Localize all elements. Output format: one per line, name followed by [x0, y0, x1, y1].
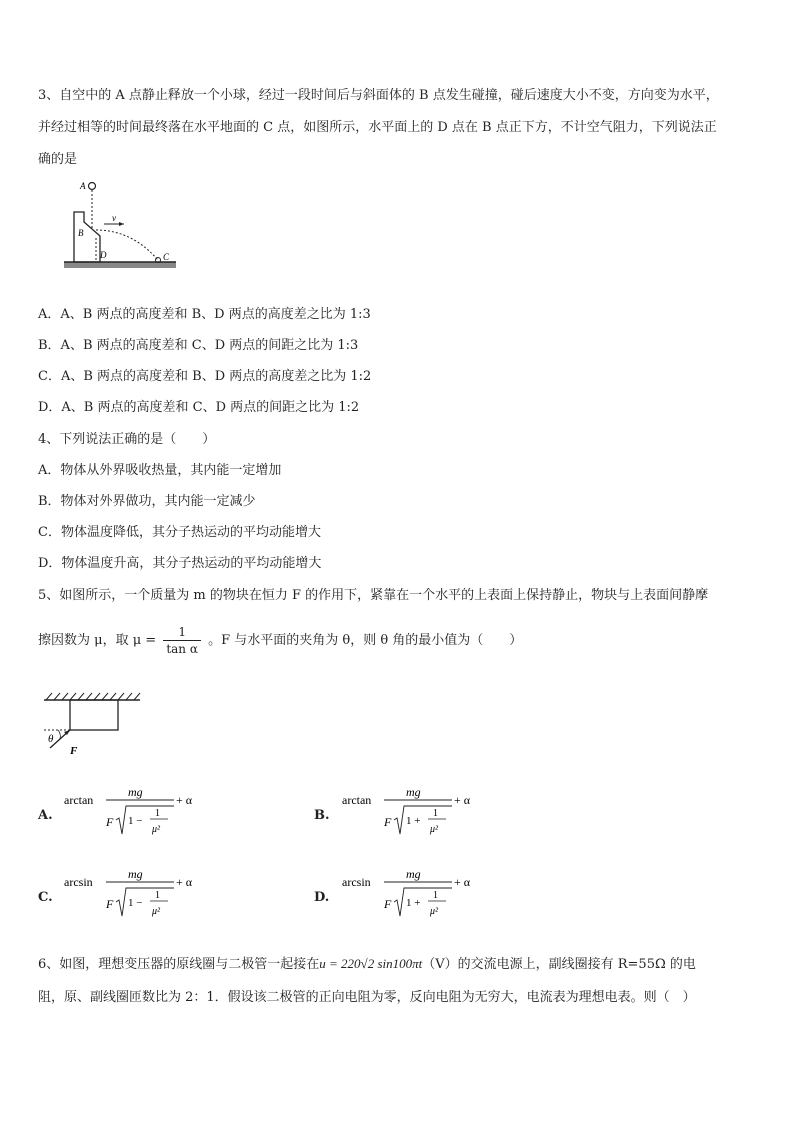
- mu-frac-den: tan α: [166, 642, 198, 656]
- q5-option-a-formula: [62, 782, 212, 840]
- q3-option-c: C．A、B 两点的高度差和 B、D 两点的高度差之比为 1:2: [38, 369, 372, 384]
- root-den-text: μ²: [152, 906, 161, 917]
- den-f-text: F: [106, 897, 114, 911]
- q5-stem-line2-a: 擦因数为 μ，取 μ =: [38, 633, 157, 648]
- tail-text: + α: [454, 875, 471, 889]
- tail-text: + α: [176, 875, 193, 889]
- q5-option-b-label: B.: [314, 808, 330, 823]
- func-text: arcsin: [342, 875, 371, 889]
- root-den-text: μ²: [430, 824, 439, 835]
- root-num-text: 1: [433, 808, 438, 819]
- q6-stem-line1-b: （V）的交流电源上，副线圈接有 R=55Ω 的电: [422, 957, 696, 972]
- label-theta: θ: [48, 733, 54, 745]
- mu-fraction: [163, 624, 201, 657]
- label-c: C: [163, 252, 170, 262]
- root-num-text: 1: [433, 890, 438, 901]
- q4-option-c: C．物体温度降低，其分子热运动的平均动能增大: [38, 525, 321, 540]
- q5-option-c-formula: [62, 864, 212, 922]
- den-root-text: 1 −: [128, 897, 143, 909]
- label-v: v: [112, 213, 116, 223]
- q5-stem-line2-b: 。F 与水平面的夹角为 θ，则 θ 角的最小值为（ ）: [208, 633, 523, 648]
- q5-option-c-label: C.: [38, 890, 53, 905]
- q4-option-d: D．物体温度升高，其分子热运动的平均动能增大: [38, 556, 322, 571]
- root-num-text: 1: [155, 808, 160, 819]
- tail-text: + α: [454, 793, 471, 807]
- q6-stem-line1-a: 6、如图，理想变压器的原线圈与二极管一起接在: [38, 957, 320, 972]
- func-text: arctan: [342, 793, 372, 807]
- label-a: A: [80, 181, 86, 191]
- func-text: arctan: [64, 793, 94, 807]
- num-text: mg: [128, 867, 143, 881]
- q5-option-b-formula: [340, 782, 490, 840]
- den-root-text: 1 −: [128, 815, 143, 827]
- q3-option-a: A．A、B 两点的高度差和 B、D 两点的高度差之比为 1:3: [38, 307, 371, 322]
- q6-stem-line1: [38, 953, 696, 972]
- q3-option-b: B．A、B 两点的高度差和 C、D 两点的间距之比为 1:3: [38, 338, 359, 353]
- num-text: mg: [128, 785, 143, 799]
- q4-option-b: B．物体对外界做功，其内能一定减少: [38, 494, 256, 509]
- label-f: F: [70, 745, 78, 757]
- root-den-text: μ²: [430, 906, 439, 917]
- q4-option-a: A．物体从外界吸收热量，其内能一定增加: [38, 463, 282, 478]
- root-num-text: 1: [155, 890, 160, 901]
- mu-frac-num: 1: [163, 624, 201, 641]
- den-f-text: F: [106, 815, 114, 829]
- q5-stem-line1: 5、如图所示，一个质量为 m 的物块在恒力 F 的作用下，紧靠在一个水平的上表面上保持静止，物块与上表面间静摩: [38, 588, 709, 603]
- den-f-text: F: [384, 897, 392, 911]
- func-text: arcsin: [64, 875, 93, 889]
- q6-stem-line2: 阻，原、副线圈匝数比为 2：1．假设该二极管的正向电阻为零，反向电阻为无穷大，电流表为理想电表。则（ ）: [38, 990, 696, 1005]
- q3-stem-line1: 3、自空中的 A 点静止释放一个小球，经过一段时间后与斜面体的 B 点发生碰撞，碰后速度大小不变，方向变为水平，: [38, 88, 719, 103]
- q3-figure-slope-collision: [62, 178, 182, 274]
- den-f-text: F: [384, 815, 392, 829]
- label-d: D: [100, 250, 107, 260]
- root-den-text: μ²: [152, 824, 161, 835]
- q3-stem-line3: 确的是: [38, 152, 78, 167]
- label-b: B: [78, 228, 84, 238]
- q3-stem-line2: 并经过相等的时间最终落在水平地面的 C 点，如图所示，水平面上的 D 点在 B 点正下方，不计空气阻力，下列说法正: [38, 120, 717, 135]
- q5-option-d-formula: [340, 864, 490, 922]
- q5-option-d-label: D.: [314, 890, 330, 905]
- q4-stem: 4、下列说法正确的是（ ）: [38, 432, 216, 447]
- den-root-text: 1 +: [406, 815, 421, 827]
- q5-stem-line2: [38, 624, 522, 657]
- q6-voltage-formula: u = 220√2 sin100πt: [319, 956, 423, 971]
- den-root-text: 1 +: [406, 897, 421, 909]
- tail-text: + α: [176, 793, 193, 807]
- q5-figure-block-force: [40, 690, 160, 760]
- q5-option-a-label: A.: [38, 808, 53, 823]
- num-text: mg: [406, 785, 421, 799]
- num-text: mg: [406, 867, 421, 881]
- q3-option-d: D．A、B 两点的高度差和 C、D 两点的间距之比为 1:2: [38, 400, 360, 415]
